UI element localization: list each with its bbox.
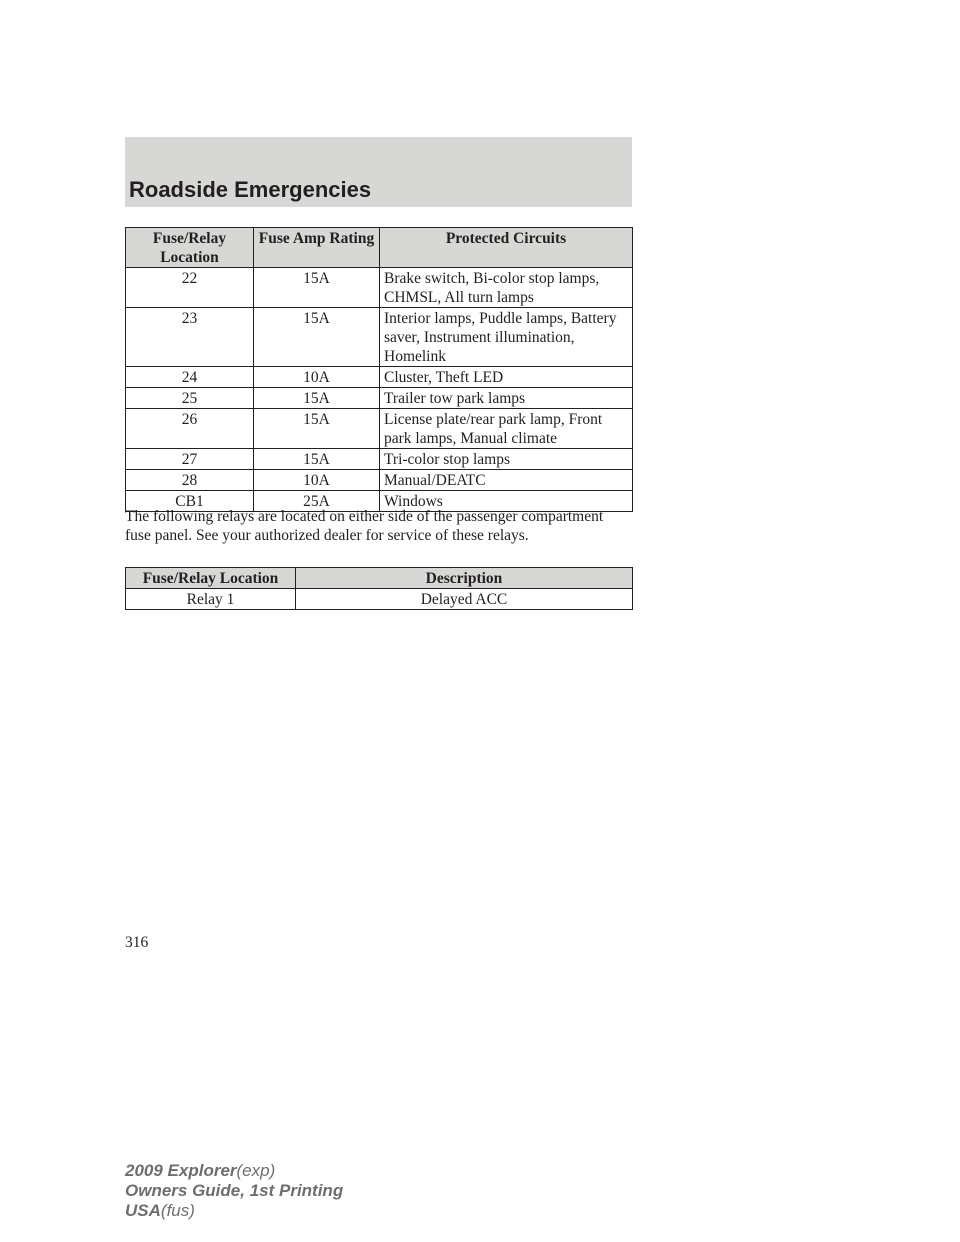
col-header-description: Description	[296, 568, 633, 589]
cell-protected-circuits: Windows	[380, 491, 633, 512]
cell-location: 24	[126, 367, 254, 388]
footer-line-printing	[125, 1181, 343, 1201]
cell-description: Delayed ACC	[296, 589, 633, 610]
footer-model: 2009 Explorer	[125, 1161, 237, 1180]
cell-protected-circuits: Manual/DEATC	[380, 470, 633, 491]
document-footer	[125, 1161, 343, 1221]
cell-location: 23	[126, 308, 254, 367]
col-header-amp-rating: Fuse Amp Rating	[254, 228, 380, 268]
cell-location: 26	[126, 409, 254, 449]
cell-location: 25	[126, 388, 254, 409]
cell-amp-rating: 15A	[254, 388, 380, 409]
cell-protected-circuits: Interior lamps, Puddle lamps, Battery saver, Instrument illumination, Homelink	[380, 308, 633, 367]
cell-location: 22	[126, 268, 254, 308]
page-number: 316	[125, 934, 149, 951]
table-row	[126, 308, 633, 367]
col-header-location: Fuse/Relay Location	[126, 228, 254, 268]
table-row	[126, 409, 633, 449]
fuse-table-header-row	[126, 228, 633, 268]
col-header-location: Fuse/Relay Location	[126, 568, 296, 589]
cell-amp-rating: 15A	[254, 268, 380, 308]
footer-market: USA	[125, 1201, 161, 1220]
cell-protected-circuits: Brake switch, Bi-color stop lamps, CHMSL, All turn lamps	[380, 268, 633, 308]
table-row	[126, 589, 633, 610]
section-title: Roadside Emergencies	[129, 177, 372, 202]
table-row	[126, 388, 633, 409]
table-row	[126, 449, 633, 470]
relay-table	[125, 567, 633, 610]
table-row	[126, 367, 633, 388]
cell-amp-rating: 10A	[254, 367, 380, 388]
cell-location: 27	[126, 449, 254, 470]
cell-location: 28	[126, 470, 254, 491]
cell-amp-rating: 10A	[254, 470, 380, 491]
cell-protected-circuits: License plate/rear park lamp, Front park lamps, Manual climate	[380, 409, 633, 449]
cell-protected-circuits: Tri-color stop lamps	[380, 449, 633, 470]
col-header-protected-circuits: Protected Circuits	[380, 228, 633, 268]
relay-paragraph: The following relays are located on either side of the passenger compartment fuse panel. See your authorized dealer for service of these relays.	[125, 508, 604, 544]
cell-amp-rating: 15A	[254, 308, 380, 367]
fuse-table	[125, 227, 633, 512]
footer-line-model	[125, 1161, 343, 1181]
table-row	[126, 470, 633, 491]
cell-amp-rating: 15A	[254, 409, 380, 449]
cell-protected-circuits: Cluster, Theft LED	[380, 367, 633, 388]
footer-printing: Owners Guide, 1st Printing	[125, 1181, 344, 1200]
footer-model-code: (exp)	[236, 1161, 276, 1180]
cell-location: Relay 1	[126, 589, 296, 610]
cell-protected-circuits: Trailer tow park lamps	[380, 388, 633, 409]
footer-line-market	[125, 1201, 343, 1221]
footer-market-code: (fus)	[160, 1201, 195, 1220]
cell-amp-rating: 25A	[254, 491, 380, 512]
relay-table-header-row	[126, 568, 633, 589]
cell-location: CB1	[126, 491, 254, 512]
cell-amp-rating: 15A	[254, 449, 380, 470]
table-row	[126, 268, 633, 308]
